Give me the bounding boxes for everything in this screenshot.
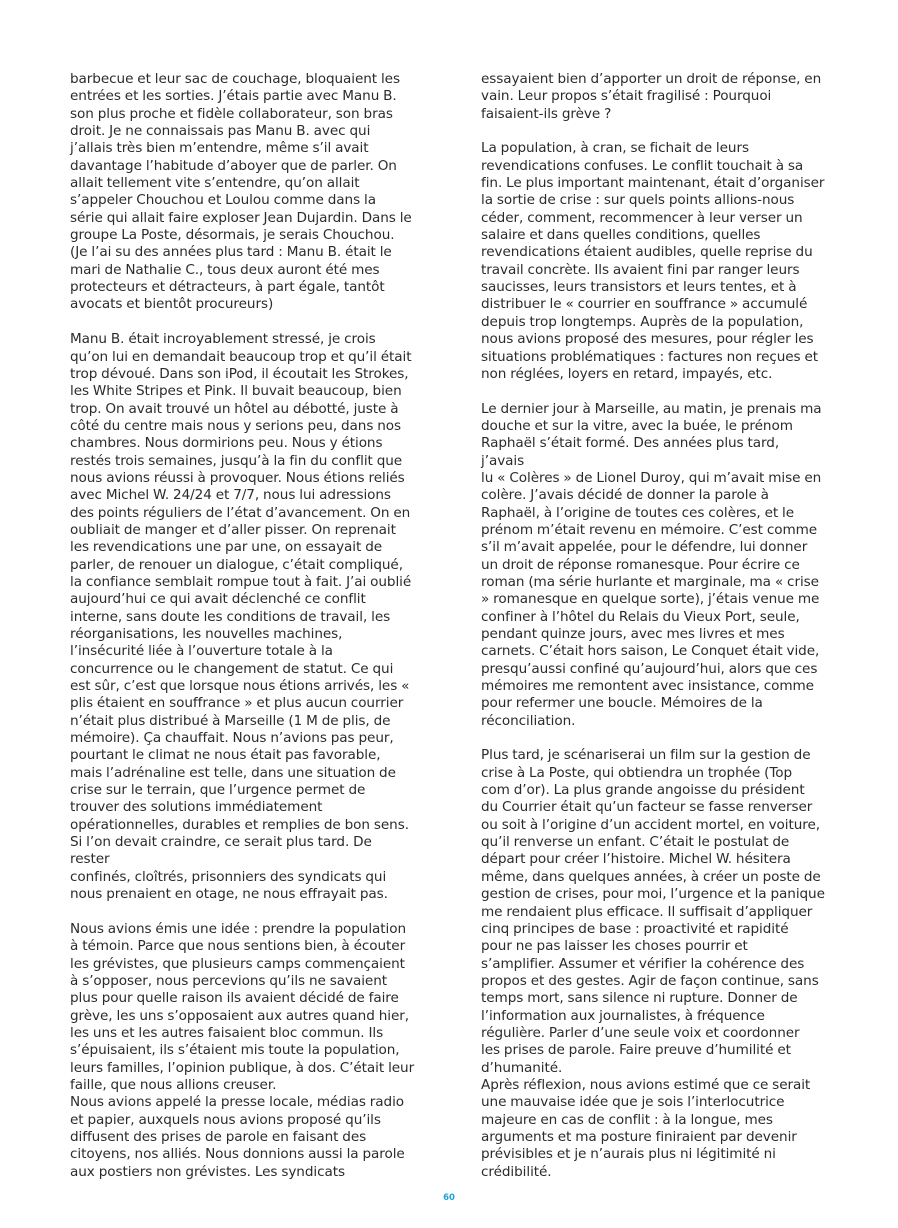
body-paragraph: Plus tard, je scénariserai un film sur la gestion de crise à La Poste, qui obtiendra un trophée (Top com d’or). La plus grande angoisse du président du Courrier était qu’un facteur se fasse renverser ou soit à l’origine d’un accident mortel, en voiture, qu’il renverse un enfant. C’était le postulat de départ pour créer l’histoire. Michel W. hésitera même, dans quelques années, à créer un poste de gestion de crises, pour moi, l’urgence et la panique me rendaient plus efficace. Il suffisait d’appliquer cinq principes de base : proactivité et rapidité pour ne pas laisser les choses pourrir et s’amplifier. Assumer et vérifier la cohérence des propos et des gestes. Agir de façon continue, sans temps mort, sans silence ni rupture. Donner de l’information aux journalistes, à fréquence régulière. Parler d’une seule voix et coordonner les prises de parole. Faire preuve d’humilité et d’humanité. [481, 747, 825, 1076]
body-paragraph: barbecue et leur sac de couchage, bloquaient les entrées et les sorties. J’étais partie avec Manu B. son plus proche et fidèle collaborateur, son bras droit. Je ne connaissais pas Manu B. avec qui j’allais très bien m’entendre, même s’il avait davantage l’habitude d’aboyer que de parler. On allait tellement vite s’entendre, qu’on allait s’appeler Chouchou et Loulou comme dans la série qui allait faire exploser Jean Dujardin. Dans le groupe La Poste, désormais, je serais Chouchou. (Je l’ai su des années plus tard : Manu B. était le mari de Nathalie C., tous deux auront été mes protecteurs et détracteurs, à part égale, tantôt avocats et bientôt procureurs) [70, 71, 412, 313]
body-paragraph: Manu B. était incroyablement stressé, je crois qu’on lui en demandait beaucoup trop et qu’il était trop dévoué. Dans son iPod, il écoutait les Strokes, les White Stripes et Pink. Il buvait beaucoup, bien trop. On avait trouvé un hôtel au débotté, juste à côté du centre mais nous y serions peu, dans nos chambres. Nous dormirions peu. Nous y étions restés trois semaines, jusqu’à la fin du conflit que nous avions réussi à provoquer. Nous étions reliés avec Michel W. 24/24 et 7/7, nous lui adressions des points réguliers de l’état d’avancement. On en oubliait de manger et d’aller pisser. On reprenait les revendications une par une, on essayait de parler, de renouer un dialogue, c’était compliqué, la confiance semblait rompue tout à fait. J’ai oublié aujourd’hui ce qui avait déclenché ce conflit interne, sans doute les conditions de travail, les réorganisations, les nouvelles machines, l’insécurité liée à l’ouverture totale à la concurrence ou le changement de statut. Ce qui est sûr, c’est que lorsque nous étions arrivés, les « plis étaient en souffrance » et plus aucun courrier n’était plus distribué à Marseille (1 M de plis, de mémoire). Ça chauffait. Nous n’avions pas peur, pourtant le climat ne nous était pas favorable, mais l’adrénaline est telle, dans une situation de crise sur le terrain, que l’urgence permet de trouver des solutions immédiatement opérationnelles, durables et remplies de bon sens. Si l’on devait craindre, ce serait plus tard. De rester confinés, cloîtrés, prisonniers des syndicats qui nous prenaient en otage, ne nous effrayait pas. [70, 331, 412, 903]
body-paragraph: Après réflexion, nous avions estimé que ce serait une mauvaise idée que je sois l’interlocutrice majeure en cas de conflit : à la longue, mes arguments et ma posture finiraient par devenir prévisibles et je n’aurais plus ni légitimité ni crédibilité. [481, 1076, 811, 1180]
page-number: 60 [443, 1193, 455, 1203]
body-paragraph: La population, à cran, se fichait de leurs revendications confuses. Le conflit touchait à sa fin. Le plus important maintenant, était d’organiser la sortie de crise : sur quels points allions-nous céder, comment, recommencer à leur verser un salaire et dans quelles conditions, quelles revendications étaient audibles, quelle reprise du travail concrète. Ils avaient fini par ranger leurs saucisses, leurs transistors et leurs tentes, et à distribuer le « courrier en souffrance » accumulé depuis trop longtemps. Auprès de la population, nous avions proposé des mesures, pour régler les situations problématiques : factures non reçues et non réglées, loyers en retard, impayés, etc. [481, 140, 825, 382]
body-paragraph: Nous avions appelé la presse locale, médias radio et papier, auxquels nous avions proposé qu’ils diffusent des prises de parole en faisant des citoyens, nos alliés. Nous donnions aussi la parole aux postiers non grévistes. Les syndicats [70, 1094, 405, 1180]
right-text-column [481, 71, 826, 1181]
body-paragraph: essayaient bien d’apporter un droit de réponse, en vain. Leur propos s’était fragilisé : Pourquoi faisaient-ils grève ? [481, 71, 822, 122]
body-paragraph: Le dernier jour à Marseille, au matin, je prenais ma douche et sur la vitre, avec la buée, le prénom Raphaël s’était formé. Des années plus tard, j’avais lu « Colères » de Lionel Duroy, qui m’avait mise en colère. J’avais décidé de donner la parole à Raphaël, à l’origine de toutes ces colères, et le prénom m’était revenu en mémoire. C’est comme s’il m’avait appelée, pour le défendre, lui donner un droit de réponse romanesque. Pour écrire ce roman (ma série hurlante et marginale, ma « crise » romanesque en quelque sorte), j’étais venue me confiner à l’hôtel du Relais du Vieux Port, seule, pendant quinze jours, avec mes livres et mes carnets. C’était hors saison, Le Conquet était vide, presqu’aussi confiné qu’aujourd’hui, alors que ces mémoires me remontent avec insistance, comme pour refermer une boucle. Mémoires de la réconciliation. [481, 400, 822, 729]
body-paragraph: Nous avions émis une idée : prendre la population à témoin. Parce que nous sentions bien, à écouter les grévistes, que plusieurs camps commençaient à s’opposer, nous percevions qu’ils ne savaient plus pour quelle raison ils avaient décidé de faire grève, les uns s’opposaient aux autres quand hier, les uns et les autres faisaient bloc commun. Ils s’épuisaient, ils s’étaient mis toute la population, leurs familles, l’opinion publique, à dos. C’était leur faille, que nous allions creuser. [70, 920, 415, 1093]
left-text-column [70, 71, 415, 1181]
